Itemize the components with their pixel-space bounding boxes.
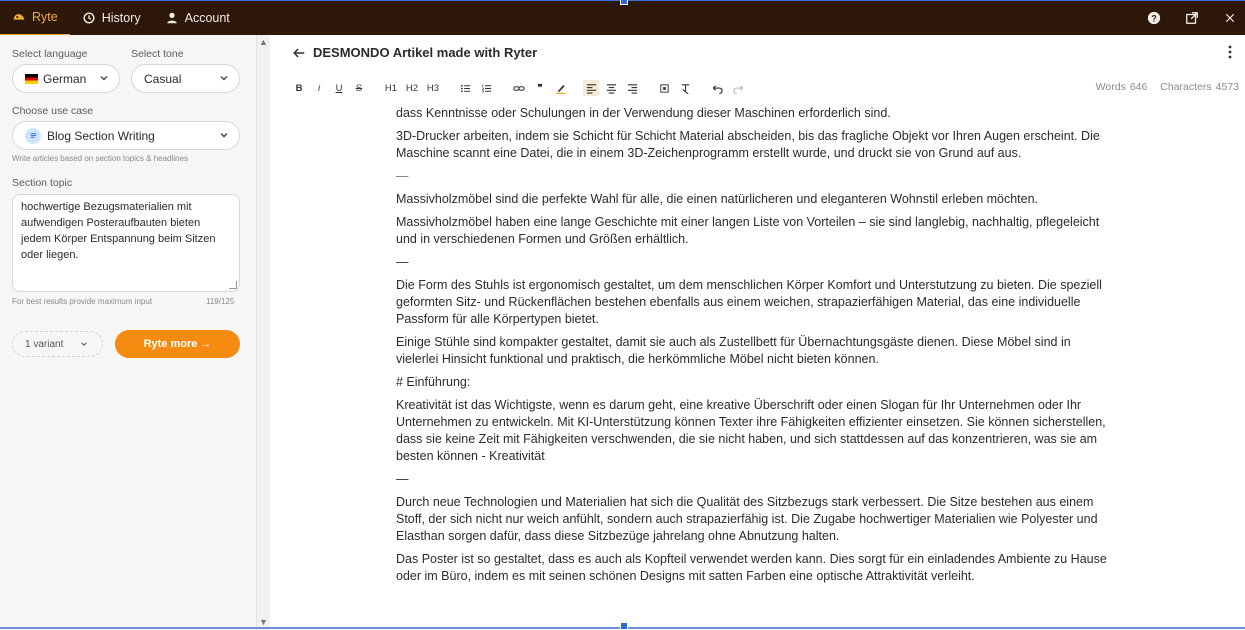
strikethrough-button[interactable]: S — [355, 82, 363, 94]
usecase-value: Blog Section Writing — [47, 128, 155, 143]
tab-ryte[interactable] — [0, 1, 70, 36]
undo-icon[interactable] — [710, 80, 724, 96]
word-character-count — [1092, 81, 1239, 93]
topic-hint: For best results provide maximum input — [12, 297, 153, 306]
topic-value: hochwertige Bezugsmaterialien mit aufwendigen Posteraufbauten bieten jedem Körper Entspannung beim Sitzen oder liegen. — [21, 201, 216, 261]
paragraph: Das Poster ist so gestaltet, dass es auch als Kopfteil verwendet werden kann. Dies sorgt für ein einladendes Ambiente zu Hause oder im Büro, indem es mit seinen schönen Designs mit satten Farben eine optische Attraktivität verleiht. — [396, 552, 1107, 583]
variant-value: 1 variant — [25, 338, 64, 350]
tone-label: Select tone — [131, 48, 184, 60]
usecase-label: Choose use case — [12, 105, 94, 117]
link-icon[interactable] — [512, 80, 526, 96]
person-icon — [165, 11, 179, 25]
clear-format-icon[interactable] — [678, 80, 692, 96]
back-arrow-icon[interactable] — [292, 46, 306, 60]
chevron-down-icon — [219, 130, 229, 140]
paragraph: Kreativität ist das Wichtigste, wenn es darum geht, eine kreative Überschrift oder einen Slogan für Ihr Unternehmen oder Ihr Unternehmen zu entwickeln. Mit KI-Unterstützung können Texter ihre Fähigkeiten effizienter einsetzen. Sie können sicherstellen, dass sie keine Zeit mit Fähigkeiten verschwenden, die sie nicht haben, und sich stattdessen auf das konzentrieren, was sie am besten können - Kreativität — [396, 398, 1106, 463]
tab-history-label: History — [101, 11, 141, 25]
scroll-down-icon[interactable]: ▼ — [259, 617, 268, 627]
usecase-select[interactable] — [12, 121, 240, 150]
ryte-logo-icon — [12, 10, 26, 24]
numbered-list-icon[interactable] — [479, 80, 493, 96]
paragraph: # Einführung: — [396, 375, 471, 389]
paragraph: Massivholzmöbel haben eine lange Geschichte mit einer langen Liste von Vorteilen – sie sind langlebig, nachhaltig, pflegeleicht und in verschiedenen Formen und Größen erhältlich. — [396, 215, 1100, 246]
h3-button[interactable]: H3 — [426, 82, 440, 94]
document-body[interactable] — [396, 105, 1116, 591]
document-icon — [25, 128, 41, 144]
characters-value: 4573 — [1215, 81, 1239, 93]
german-flag-icon — [25, 74, 38, 84]
tone-value: Casual — [144, 71, 182, 86]
language-label: Select language — [12, 48, 88, 60]
tab-ryte-label: Ryte — [32, 10, 58, 24]
highlight-pen-icon[interactable] — [553, 80, 567, 96]
sidebar — [0, 35, 256, 630]
history-icon — [82, 11, 96, 25]
more-options-icon[interactable] — [1228, 45, 1232, 59]
document-header — [270, 35, 1245, 73]
paragraph: Einige Stühle sind kompakter gestaltet, damit sie auch als Zustellbett für Übernachtungsgäste dienen. Diese Möbel sind in vielerlei Hinsicht funktional und praktisch, die herkömmliche Möbel nicht bieten können. — [396, 335, 1071, 366]
document-title: DESMONDO Artikel made with Ryter — [313, 45, 538, 60]
help-icon[interactable] — [1147, 11, 1161, 25]
align-center-icon[interactable] — [604, 80, 618, 96]
separator: — — [396, 169, 409, 183]
topic-textarea[interactable] — [12, 194, 240, 292]
window-resize-handle-bottom[interactable] — [620, 622, 628, 630]
tab-account-label: Account — [184, 11, 230, 25]
svg-text:?: ? — [1151, 13, 1157, 24]
quote-icon[interactable]: ❞ — [537, 82, 543, 94]
tab-history[interactable] — [70, 1, 153, 36]
window-resize-handle-top[interactable] — [620, 0, 628, 5]
format-toolbar — [270, 75, 1245, 101]
usecase-hint: Write articles based on section topics & headlines — [12, 154, 188, 163]
editor-panel — [270, 35, 1245, 630]
chevron-down-icon — [219, 73, 229, 83]
align-left-icon[interactable] — [583, 80, 599, 96]
underline-button[interactable]: U — [335, 82, 343, 94]
align-right-icon[interactable] — [625, 80, 639, 96]
separator: — — [396, 255, 409, 269]
language-select[interactable] — [12, 64, 120, 93]
scroll-up-icon[interactable]: ▲ — [259, 37, 268, 47]
top-bar — [0, 0, 1245, 35]
h2-button[interactable]: H2 — [405, 82, 419, 94]
words-value: 646 — [1129, 81, 1148, 93]
close-icon[interactable] — [1223, 11, 1237, 25]
fullscreen-icon[interactable] — [657, 80, 671, 96]
chevron-down-icon — [80, 340, 88, 348]
ryte-more-button[interactable]: Ryte more → — [115, 330, 240, 358]
italic-button[interactable]: i — [317, 82, 321, 94]
resize-handle-icon[interactable] — [229, 281, 237, 289]
tab-account[interactable] — [153, 1, 242, 36]
bold-button[interactable]: B — [295, 82, 303, 94]
paragraph: 3D-Drucker arbeiten, indem sie Schicht für Schicht Material abscheiden, bis das fragliche Objekt vor Ihren Augen erscheint. Die Maschine scannt eine Datei, die in einem 3D-Zeichenprogramm erstellt wurde, und druckt sie von Grund auf aus. — [396, 129, 1100, 160]
language-value: German — [43, 71, 87, 86]
words-label: Words — [1095, 81, 1126, 93]
topic-char-count: 119/125 — [206, 297, 235, 306]
variant-select[interactable] — [12, 331, 103, 357]
bullet-list-icon[interactable] — [458, 80, 472, 96]
open-external-icon[interactable] — [1185, 11, 1199, 25]
paragraph: Massivholzmöbel sind die perfekte Wahl für alle, die einen natürlicheren und eleganteren Wohnstil erleben möchten. — [396, 192, 1039, 206]
h1-button[interactable]: H1 — [384, 82, 398, 94]
characters-label: Characters — [1160, 81, 1212, 93]
paragraph: Die Form des Stuhls ist ergonomisch gestaltet, um dem menschlichen Körper Komfort und Unterstutzung zu bieten. Die speziell geformten Sitz- und Rückenflächen bestehen ebenfalls aus einem weichen, strapazierfähigen Material, das eine individuelle Passform für alle Körpertypen bietet. — [396, 278, 1102, 326]
tone-select[interactable] — [131, 64, 240, 93]
separator: — — [396, 472, 409, 486]
sidebar-scrollbar[interactable] — [256, 35, 270, 630]
topic-label: Section topic — [12, 177, 73, 189]
paragraph: Durch neue Technologien und Materialien hat sich die Qualität des Sitzbezugs stark verbessert. Die Sitze bestehen aus einem Stoff, der sich nicht nur weich anfühlt, sondern auch strapazierfähig ist. Die Zugabe hochwertiger Materialien wie Polyester und Elasthan sorgen dafür, dass diese Sitzbezüge jahrelang ohne Abnutzung halten. — [396, 495, 1098, 543]
redo-icon[interactable] — [731, 80, 745, 96]
chevron-down-icon — [99, 73, 109, 83]
paragraph: dass Kenntnisse oder Schulungen in der Verwendung dieser Maschinen erforderlich sind. — [396, 106, 891, 120]
